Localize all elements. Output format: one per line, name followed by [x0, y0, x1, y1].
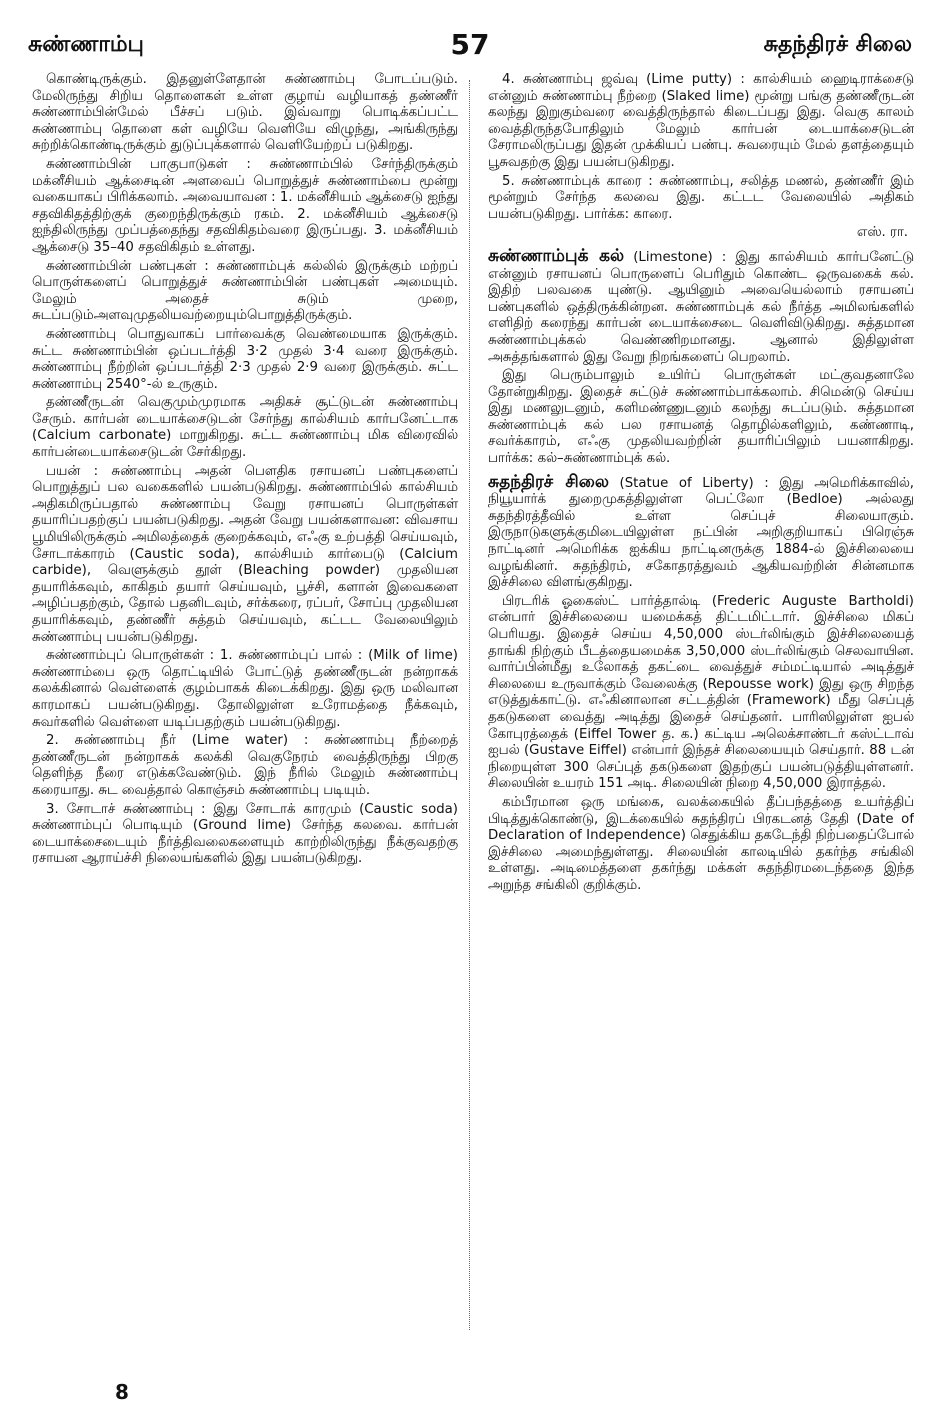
header-left-keyword: சுண்ணாம்பு — [28, 32, 144, 57]
entry-english-term: (Limestone) : — [633, 249, 727, 265]
entry-english-term: (Statue of Liberty) : — [619, 475, 769, 491]
left-column — [32, 72, 458, 1352]
entry-text: இது அமெரிக்காவில், நியூயார்க் துறைமுகத்திலுள்ள பெட்லோ (Bedloe) அல்லது சுதந்திரத்தீவில் உள்ள செப்புச் சிலையாகும். இருநாடுகளுக்குமிடையிலுள்ள நட்பின் அறிகுறியாகப் பிரெஞ்சு நாட்டினர் அமெரிக்க ஐக்கிய நாட்டினருக்கு 1884-ல் இச்சிலையை வழங்கினர். சுதந்திரம், சகோதரத்துவம் ஆகியவற்றின் சின்னமாக இச்சிலை விளங்குகிறது. — [488, 475, 914, 591]
entry-title: சுண்ணாம்புக் கல் — [488, 245, 625, 266]
paragraph: சுண்ணாம்பு பொதுவாகப் பார்வைக்கு வெண்மையாக இருக்கும். சுட்ட சுண்ணாம்பின் ஒப்படர்த்தி 3·2 முதல் 3·4 வரை இருக்கும். சுண்ணாம்பு நீற்றின் ஒப்படர்த்தி 2·3 முதல் 2·9 வரை இருக்கும். சுட்ட சுண்ணாம்பு 2540°-ல் உருகும். — [32, 326, 458, 392]
paragraph: கொண்டிருக்கும். இதனுள்ளேதான் சுண்ணாம்பு போடப்படும். மேலிருந்து சிறிய தொளைகள் உள்ள குழாய் வழியாகத் தண்ணீர் சுண்ணாம்பின்மேல் பீச்சப் படும். இவ்வாறு பொடிக்கப்பட்ட சுண்ணாம்பு தொளை கள் வழியே வெளியே விழுந்து, அங்கிருந்து சுற்றிக்கொண்டிருக்கும் துடுப்புக்களால் வெளியேற்றப் படுகிறது. — [32, 72, 458, 154]
page-header — [28, 28, 912, 68]
author-signature: எஸ். ரா. — [856, 225, 908, 241]
paragraph: பயன் : சுண்ணாம்பு அதன் பௌதிக ரசாயனப் பண்புகளைப் பொறுத்துப் பல வகைகளில் பயன்படுகிறது. சுண்ணாம்பில் கால்சியம் அதிகமிருப்பதால் சுண்ணாம்பு வேறு ரசாயனப் பொருள்கள் தயாரிப்பதற்குப் பயன்படுகிறது. அதன் வேறு பயன்களாவன: விவசாய பூமியிலிருக்கும் அமிலத்தைக் குறைக்கவும், எஃகு உற்பத்தி செய்யவும், சோடாக்காரம் (Caustic soda), கால்சியம் கார்பைடு (Calcium carbide), வெளுக்கும் தூள் (Bleaching powder) முதலியன தயாரிக்கவும், காகிதம் தயார் செய்யவும், பூச்சி, களான் இவைகளை அழிப்பதற்கும், தோல் பதனிடவும், சர்க்கரை, ரப்பர், சோப்பு முதலியன தயாரிக்கவும், தண்ணீர் சுத்தம் செய்யவும், கட்டட வேலையிலும் சுண்ணாம்பு பயன்படுகிறது. — [32, 463, 458, 645]
paragraph: 4. சுண்ணாம்பு ஜவ்வு (Lime putty) : கால்சியம் ஹைடிராக்சைடு என்னும் சுண்ணாம்பு நீற்றை (Slaked lime) மூன்று பங்கு தண்ணீருடன் கலந்து இறுகும்வரை வைத்திருந்தால் கிடைப்பது இது. வெகு காலம் வைத்திருந்தபோதிலும் மேலும் கார்பன் டையாக்சைடுடன் சேராமலிருப்பது இதன் முக்கியப் பண்பு. சுவரையும் மேல் தளத்தையும் பூசுவதற்கு இது பயன்படுகிறது. — [488, 72, 914, 170]
footer-signature-number: 8 — [115, 1380, 129, 1404]
paragraph: கம்பீரமான ஒரு மங்கை, வலக்கையில் தீப்பந்தத்தை உயர்த்திப் பிடித்துக்கொண்டு, இடக்கையில் சுதந்திரப் பிரகடனத் தேதி (Date of Declaration of Independence) செதுக்கிய தகடேந்தி நிற்பதைப்போல் இச்சிலை அமைந்துள்ளது. சிலையின் காலடியில் தகர்ந்த சங்கிலி உள்ளது. அடிமைத்தளை தகர்ந்து மக்கள் சுதந்திரமடைந்ததை இந்த அறுந்த சங்கிலி குறிக்கும். — [488, 794, 914, 893]
column-divider — [469, 80, 470, 1330]
entry-title: சுதந்திரச் சிலை — [488, 471, 609, 492]
paragraph: 5. சுண்ணாம்புக் காரை : சுண்ணாம்பு, சலித்த மணல், தண்ணீர் இம் மூன்றும் சேர்ந்த கலவை இது. கட்டட வேலையில் அதிகம் பயன்படுகிறது. பார்க்க: காரை. — [488, 173, 914, 222]
paragraph: சுண்ணாம்புப் பொருள்கள் : 1. சுண்ணாம்புப் பால் : (Milk of lime) சுண்ணாம்பை ஒரு தொட்டியில் போட்டுத் தண்ணீருடன் நன்றாகக் கலக்கினால் வெள்ளைக் குழம்பாகக் கிடைக்கிறது. இது ஒரு மலிவான காரமாகப் பயன்படுகிறது. தோலிலுள்ள உரோமத்தை நீக்கவும், சுவர்களில் வெள்ளை யடிப்பதற்கும் பயன்படுகிறது. — [32, 648, 458, 730]
header-right-keyword: சுதந்திரச் சிலை — [763, 32, 912, 57]
right-column — [488, 72, 914, 1352]
paragraph: 3. சோடாச் சுண்ணாம்பு : இது சோடாக் காரமும் (Caustic soda) சுண்ணாம்புப் பொடியும் (Ground lime) சேர்ந்த கலவை. கார்பன் டையாக்சைடையும் நீர்த்திவலைகளையும் காற்றிலிருந்து நீக்குவதற்கு ரசாயன ஆராய்ச்சி நிலையங்களில் இது பயன்படுகிறது. — [32, 801, 458, 867]
paragraph: இது பெரும்பாலும் உயிர்ப் பொருள்கள் மட்குவதனாலே தோன்றுகிறது. இதைச் சுட்டுச் சுண்ணாம்பாக்கலாம். சிமென்டு செய்ய இது மணலுடனும், களிமண்ணுடனும் கலந்து சுடப்படும். சுத்தமான சுண்ணாம்புக் கல் பல ரசாயனத் தொழில்களிலும், கண்ணாடி, சவர்க்காரம், எஃகு முதலியவற்றின் தயாரிப்பிலும் பயனாகிறது. பார்க்க: கல்–சுண்ணாம்புக் கல். — [488, 368, 914, 467]
paragraph: பிரடரிக் ஓகைஸ்ட் பார்த்தால்டி (Frederic Auguste Bartholdi) என்பார் இச்சிலையை யமைக்கத் திட்டமிட்டார். இச்சிலை மிகப் பெரியது. இதைச் செய்ய 4,50,000 ஸ்டர்லிங்கும் இச்சிலையைத் தாங்கி நிற்கும் பீடத்தையமைக்க 3,50,000 ஸ்டர்லிங்கும் செலவாயின. வார்ப்பின்மீது உலோகத் தகட்டை வைத்துச் சம்மட்டியால் அடித்துச் சிலையை உருவாக்கும் வேலைக்கு (Repousse work) இது ஒரு சிறந்த எடுத்துக்காட்டு. எஃகினாலான சட்டத்தின் (Framework) மீது செப்புத் தகடுகளை வைத்து அடித்து இதைச் செய்தனர். பாரிஸிலுள்ள ஐபல் கோபுரத்தைக் (Eiffel Tower த. க.) கட்டிய அலெக்சாண்டர் கஸ்ட்டாவ் ஐபல் (Gustave Eiffel) என்பார் இந்தச் சிலையையும் செய்தார். 88 டன் நிறையுள்ள 300 செப்புத் தகடுகளை இதற்குப் பயன்படுத்தியுள்ளனர். சிலையின் உயரம் 151 அடி. சிலையின் நிறை 4,50,000 இராத்தல். — [488, 593, 914, 792]
paragraph: சுண்ணாம்பின் பண்புகள் : சுண்ணாம்புக் கல்லில் இருக்கும் மற்றப் பொருள்களைப் பொறுத்துச் சுண்ணாம்பின் பண்புகள் அமையும். மேலும் அதைச் சுடும் முறை, சுடப்படும்அளவுமுதலியவற்றையும்பொறுத்திருக்கும். — [32, 258, 458, 324]
page-number: 57 — [450, 28, 490, 61]
entry-limestone — [488, 245, 914, 366]
entry-text: இது கால்சியம் கார்பனேட்டு என்னும் ரசாயனப் பொருளைப் பெரிதும் கொண்ட ஒருவகைக் கல். இதிற் பலவகை யுண்டு. ஆயினும் அவையெல்லாம் ரசாயனப் பண்புகளில் ஒத்திருக்கின்றன. சுண்ணாம்புக் கல் நீர்த்த அமிலங்களில் எளிதிற் கரைந்து கார்பன் டையாக்சைடை வெளிவிடுகிறது. சுத்தமான சுண்ணாம்புக்கல் வெண்ணிறமானது. ஆனால் இதிலுள்ள அசுத்தங்களால் இது வேறு நிறங்களைப் பெறலாம். — [488, 249, 914, 365]
paragraph: சுண்ணாம்பின் பாகுபாடுகள் : சுண்ணாம்பில் சேர்ந்திருக்கும் மக்னீசியம் ஆக்சைடின் அளவைப் பொறுத்துச் சுண்ணாம்பை மூன்று வகையாகப் பிரிக்கலாம். அவையாவன : 1. மக்னீசியம் ஆக்சைடு ஐந்து சதவிகிதத்திற்குக் குறைந்திருக்கும் ரகம். 2. மக்னீசியம் ஆக்சைடு ஐந்திலிருந்து முப்பத்தைந்து சதவிகிதம்வரை இருப்பது. 3. மக்னீசியம் ஆக்சைடு 35–40 சதவிகிதம் உள்ளது. — [32, 156, 458, 255]
paragraph: 2. சுண்ணாம்பு நீர் (Lime water) : சுண்ணாம்பு நீற்றைத் தண்ணீருடன் நன்றாகக் கலக்கி வெகுநேரம் வைத்திருந்து பிறகு தெளிந்த நீரை எடுக்கவேண்டும். இந் நீரில் மேலும் சுண்ணாம்பு கரையாது. சுட வைத்தால் கொஞ்சம் சுண்ணாம்பு படியும். — [32, 733, 458, 798]
entry-statue-of-liberty — [488, 471, 914, 592]
paragraph: தண்ணீருடன் வெகுமும்முரமாக அதிகச் சூட்டுடன் சுண்ணாம்பு சேரும். கார்பன் டையாக்சைடுடன் சேர்ந்து கால்சியம் கார்பனேட்டாக (Calcium carbonate) மாறுகிறது. சுட்ட சுண்ணாம்பு மிக விரைவில் கார்பன்டையாக்சைடுடன் சேர்கிறது. — [32, 395, 458, 461]
